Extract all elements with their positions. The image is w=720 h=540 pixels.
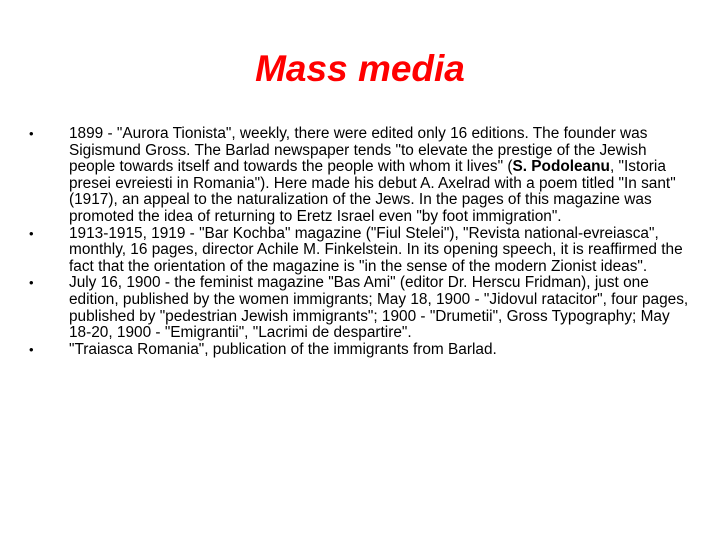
bullet-item-traiasca <box>29 342 689 359</box>
bullet-dot-icon: • <box>29 225 34 241</box>
bullet-text <box>69 226 689 276</box>
bullet-item-aurora <box>29 126 689 226</box>
bullet-text-part: 1913-1915, 1919 - "Bar Kochba" magazine ("Fiul Stelei"), "Revista national-evreiasca", monthly, 16 pages, director Achile M. Finkelstein. In its opening speech, it is reaffirmed the fact that the orientation of the magazine is "in the sense of the modern Zionist ideas". <box>69 224 683 275</box>
bullet-text-part: , "Istoria presei evreiesti in Romania"). Here made his debut A. Axelrad with a poem titled "In sant" (1917), an appeal to the naturalization of the Jews. In the pages of this magazine was promoted the idea of returning to Eretz Israel even "by foot immigration". <box>69 158 676 225</box>
bullet-text-part: "Traiasca Romania", publication of the immigrants from Barlad. <box>69 340 497 358</box>
bullet-dot-icon: • <box>29 341 34 357</box>
bullet-text-bold: S. Podoleanu <box>512 158 610 176</box>
slide-title: Mass media <box>255 48 465 89</box>
bullet-item-bas-ami <box>29 275 689 341</box>
bullet-text <box>69 126 689 226</box>
bullet-dot-icon: • <box>29 126 34 141</box>
bullet-list <box>29 126 689 358</box>
bullet-text <box>69 275 689 341</box>
bullet-text <box>69 342 689 359</box>
bullet-text-part: 1899 - "Aurora Tionista", weekly, there were edited only 16 editions. The founder was Sigismund Gross. The Barlad newspaper tends "to elevate the prestige of the Jewish people towards itself and towards the people with whom it lives" ( <box>69 125 648 176</box>
bullet-dot-icon: • <box>29 275 34 291</box>
bullet-text-part: July 16, 1900 - the feminist magazine "Bas Ami" (editor Dr. Herscu Fridman), just one edition, published by the women immigrants; May 18, 1900 - "Jidovul ratacitor", four pages, published by "pedestrian Jewish immigrants"; 1900 - "Drumetii", Gross Typography; May 18-20, 1900 - "Emigrantii", "Lacrimi de despartire". <box>69 274 689 342</box>
bullet-item-bar-kochba <box>29 226 689 276</box>
